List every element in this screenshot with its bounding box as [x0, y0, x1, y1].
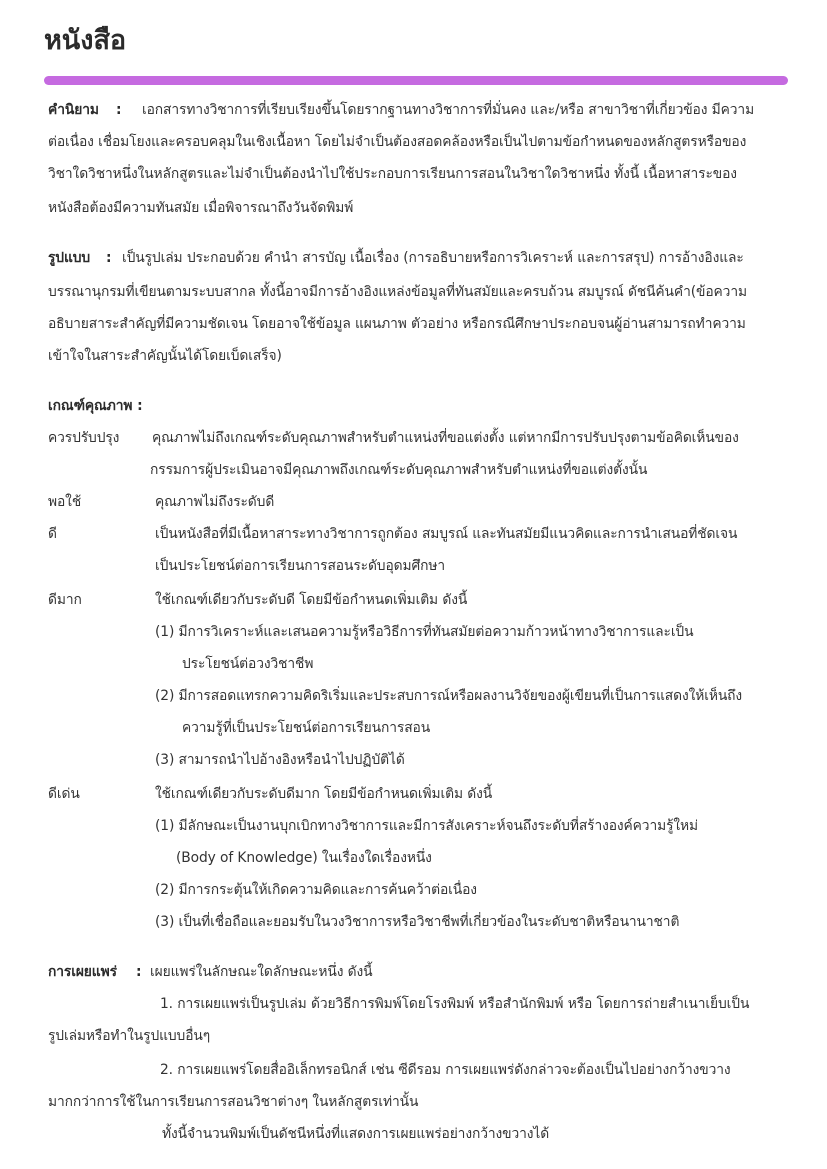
criteria-item: (1) มีการวิเคราะห์และเสนอความรู้หรือวิธีการที่ทันสมัยต่อความก้าวหน้าทางวิชาการและเป็น	[155, 624, 694, 640]
criteria-item: (3) สามารถนำไปอ้างอิงหรือนำไปปฏิบัติได้	[155, 752, 405, 768]
format-line: บรรณานุกรมที่เขียนตามระบบสากล ทั้งนี้อาจมีการอ้างอิงแหล่งข้อมูลที่ทันสมัยและครบถ้วน สมบูรณ์ ดัชนีค้นคำ(ข้อความ	[48, 284, 747, 300]
format-separator: :	[106, 250, 112, 266]
criteria-level-text: เป็นประโยชน์ต่อการเรียนการสอนระดับอุดมศึกษา	[155, 558, 446, 574]
criteria-level-name: ควรปรับปรุง	[48, 430, 120, 446]
criteria-level-text: ใช้เกณฑ์เดียวกับระดับดีมาก โดยมีข้อกำหนดเพิ่มเติม ดังนี้	[155, 786, 493, 802]
title-underline-bar	[44, 76, 788, 85]
dissemination-line: 1. การเผยแพร่เป็นรูปเล่ม ด้วยวิธีการพิมพ์โดยโรงพิมพ์ หรือสำนักพิมพ์ หรือ โดยการถ่ายสำเนาเย็บเป็น	[160, 996, 750, 1012]
criteria-level-text: คุณภาพไม่ถึงเกณฑ์ระดับคุณภาพสำหรับตำแหน่งที่ขอแต่งตั้ง แต่หากมีการปรับปรุงตามข้อคิดเห็นของ	[152, 430, 739, 446]
criteria-level-name: ดีเด่น	[48, 786, 80, 802]
dissemination-line: มากกว่าการใช้ในการเรียนการสอนวิชาต่างๆ ในหลักสูตรเท่านั้น	[48, 1094, 419, 1110]
criteria-item: (2) มีการกระตุ้นให้เกิดความคิดและการค้นคว้าต่อเนื่อง	[155, 882, 477, 898]
dissemination-line: 2. การเผยแพร่โดยสื่ออิเล็กทรอนิกส์ เช่น ซีดีรอม การเผยแพร่ดังกล่าวจะต้องเป็นไปอย่างกว้างขวาง	[160, 1062, 731, 1078]
definition-line: หนังสือต้องมีความทันสมัย เมื่อพิจารณาถึงวันจัดพิมพ์	[48, 200, 354, 216]
page-title: หนังสือ	[44, 25, 127, 56]
format-line: อธิบายสาระสำคัญที่มีความชัดเจน โดยอาจใช้ข้อมูล แผนภาพ ตัวอย่าง หรือกรณีศึกษาประกอบจนผู้อ่านสามารถทำความ	[48, 316, 746, 332]
criteria-level-text: ใช้เกณฑ์เดียวกับระดับดี โดยมีข้อกำหนดเพิ่มเติม ดังนี้	[155, 592, 468, 608]
definition-line: วิชาใดวิชาหนึ่งในหลักสูตรและไม่จำเป็นต้องนำไปใช้ประกอบการเรียนการสอนในวิชาใดวิชาหนึ่ง ทั้งนี้ เนื้อหาสาระของ	[48, 166, 737, 182]
criteria-level-name: ดี	[48, 526, 57, 542]
definition-line: ต่อเนื่อง เชื่อมโยงและครอบคลุมในเชิงเนื้อหา โดยไม่จำเป็นต้องสอดคล้องหรือเป็นไปตามข้อกำหนดของหลักสูตรหรือของ	[48, 134, 747, 150]
dissemination-separator: :	[136, 964, 142, 980]
dissemination-label: การเผยแพร่	[48, 964, 117, 980]
dissemination-line: ทั้งนี้จำนวนพิมพ์เป็นดัชนีหนึ่งที่แสดงการเผยแพร่อย่างกว้างขวางได้	[162, 1126, 550, 1142]
dissemination-line: รูปเล่มหรือทำในรูปแบบอื่นๆ	[48, 1028, 211, 1044]
format-label: รูปแบบ	[48, 250, 91, 266]
dissemination-intro: เผยแพร่ในลักษณะใดลักษณะหนึ่ง ดังนี้	[150, 964, 373, 980]
criteria-level-name: ดีมาก	[48, 592, 82, 608]
criteria-item: (2) มีการสอดแทรกความคิดริเริ่มและประสบการณ์หรือผลงานวิจัยของผู้เขียนที่เป็นการแสดงให้เห็นถึง	[155, 688, 743, 704]
criteria-heading: เกณฑ์คุณภาพ :	[48, 398, 143, 414]
criteria-item-continuation: (Body of Knowledge) ในเรื่องใดเรื่องหนึ่ง	[176, 850, 432, 866]
criteria-level-text: กรรมการผู้ประเมินอาจมีคุณภาพถึงเกณฑ์ระดับคุณภาพสำหรับตำแหน่งที่ขอแต่งตั้งนั้น	[150, 462, 648, 478]
criteria-level-name: พอใช้	[48, 494, 82, 510]
definition-separator: :	[116, 102, 122, 118]
definition-line: เอกสารทางวิชาการที่เรียบเรียงขึ้นโดยรากฐานทางวิชาการที่มั่นคง และ/หรือ สาขาวิชาที่เกี่ยวข้อง มีความ	[142, 102, 755, 118]
criteria-level-text: คุณภาพไม่ถึงระดับดี	[155, 494, 275, 510]
criteria-item: (1) มีลักษณะเป็นงานบุกเบิกทางวิชาการและมีการสังเคราะห์จนถึงระดับที่สร้างองค์ความรู้ใหม่	[155, 818, 699, 834]
criteria-item-continuation: ประโยชน์ต่อวงวิชาชีพ	[182, 656, 314, 672]
definition-label: คำนิยาม	[48, 102, 99, 118]
format-line: เป็นรูปเล่ม ประกอบด้วย คำนำ สารบัญ เนื้อเรื่อง (การอธิบายหรือการวิเคราะห์ และการสรุป) การอ้างอิงและ	[122, 250, 744, 266]
criteria-level-text: เป็นหนังสือที่มีเนื้อหาสาระทางวิชาการถูกต้อง สมบูรณ์ และทันสมัยมีแนวคิดและการนำเสนอที่ชัดเจน	[155, 526, 738, 542]
format-line: เข้าใจในสาระสำคัญนั้นได้โดยเบ็ดเสร็จ)	[48, 348, 282, 364]
criteria-item: (3) เป็นที่เชื่อถือและยอมรับในวงวิชาการหรือวิชาชีพที่เกี่ยวข้องในระดับชาติหรือนานาชาติ	[155, 914, 680, 930]
criteria-item-continuation: ความรู้ที่เป็นประโยชน์ต่อการเรียนการสอน	[182, 720, 431, 736]
